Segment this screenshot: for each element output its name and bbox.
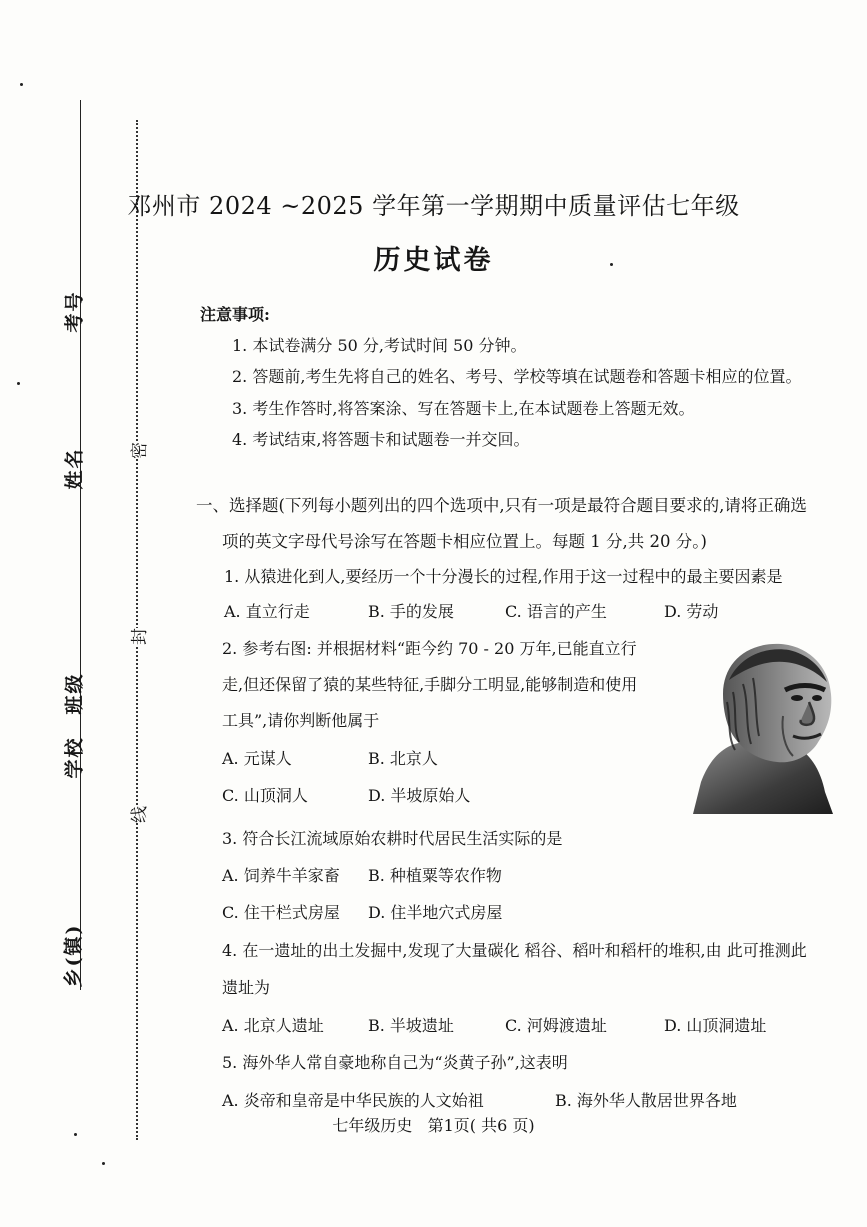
question-2-stem: 2. 参考右图: 并根据材料“距今约 70 - 20 万年,已能直立行 bbox=[222, 639, 637, 658]
q2-option-d: D. 半坡原始人 bbox=[368, 786, 471, 805]
scan-speck bbox=[17, 382, 20, 385]
q2-option-a: A. 元谋人 bbox=[222, 749, 292, 768]
q3-option-c: C. 住干栏式房屋 bbox=[222, 903, 340, 922]
notice-item: 4. 考试结束,将答题卡和试题卷一并交回。 bbox=[232, 430, 530, 449]
margin-label-township: 乡(镇) bbox=[62, 923, 85, 988]
question-5-stem: 5. 海外华人常自豪地称自己为“炎黄子孙”,这表明 bbox=[222, 1053, 568, 1072]
page-footer: 七年级历史 第1页( 共6 页) bbox=[332, 1116, 535, 1135]
question-2-stem: 工具”,请你判断他属于 bbox=[222, 711, 380, 730]
section-heading-cont: 项的英文字母代号涂写在答题卡相应位置上。每题 1 分,共 20 分。) bbox=[222, 532, 707, 551]
q5-option-a: A. 炎帝和皇帝是中华民族的人文始祖 bbox=[222, 1091, 484, 1110]
q1-option-a: A. 直立行走 bbox=[224, 602, 310, 621]
question-4-stem: 4. 在一遗址的出土发掘中,发现了大量碳化 稻谷、稻叶和稻杆的堆积,由 此可推测此 bbox=[222, 941, 807, 960]
q1-option-b: B. 手的发展 bbox=[368, 602, 454, 621]
seal-char-mi: 密 bbox=[125, 442, 150, 459]
q3-option-b: B. 种植粟等农作物 bbox=[368, 866, 502, 885]
margin-label-exam-number: 考号 bbox=[63, 290, 86, 333]
notice-heading: 注意事项: bbox=[200, 305, 270, 324]
q3-option-d: D. 住半地穴式房屋 bbox=[368, 903, 503, 922]
hominid-bust-image bbox=[693, 632, 845, 814]
exam-title: 邓州市 2024 ~2025 学年第一学期期中质量评估七年级 bbox=[127, 192, 740, 220]
q1-option-c: C. 语言的产生 bbox=[505, 602, 607, 621]
scan-speck bbox=[102, 1162, 105, 1165]
binding-margin-line bbox=[80, 100, 81, 990]
q5-option-b: B. 海外华人散居世界各地 bbox=[555, 1091, 737, 1110]
seal-char-feng: 封 bbox=[125, 628, 150, 645]
q1-option-d: D. 劳动 bbox=[664, 602, 719, 621]
notice-item: 2. 答题前,考生先将自己的姓名、考号、学校等填在试题卷和答题卡相应的位置。 bbox=[232, 367, 802, 386]
exam-subject-title: 历史试卷 bbox=[373, 245, 494, 276]
q3-option-a: A. 饲养牛羊家畜 bbox=[222, 866, 340, 885]
q4-option-d: D. 山顶洞遗址 bbox=[664, 1016, 767, 1035]
question-3-stem: 3. 符合长江流域原始农耕时代居民生活实际的是 bbox=[222, 829, 563, 848]
q2-option-c: C. 山顶洞人 bbox=[222, 786, 308, 805]
question-2-stem: 走,但还保留了猿的某些特征,手脚分工明显,能够制造和使用 bbox=[222, 675, 638, 694]
q2-option-b: B. 北京人 bbox=[368, 749, 438, 768]
q4-option-b: B. 半坡遗址 bbox=[368, 1016, 454, 1035]
section-heading: 一、选择题(下列每小题列出的四个选项中,只有一项是最符合题目要求的,请将正确选 bbox=[196, 496, 807, 515]
scan-speck bbox=[20, 83, 23, 86]
margin-label-name: 姓名 bbox=[63, 447, 86, 490]
notice-item: 1. 本试卷满分 50 分,考试时间 50 分钟。 bbox=[232, 336, 527, 355]
question-4-stem: 遗址为 bbox=[222, 978, 271, 997]
seal-char-xian: 线 bbox=[125, 806, 150, 823]
q4-option-c: C. 河姆渡遗址 bbox=[505, 1016, 607, 1035]
question-1-stem: 1. 从猿进化到人,要经历一个十分漫长的过程,作用于这一过程中的最主要因素是 bbox=[224, 567, 783, 586]
notice-item: 3. 考生作答时,将答案涂、写在答题卡上,在本试题卷上答题无效。 bbox=[232, 399, 695, 418]
q4-option-a: A. 北京人遗址 bbox=[222, 1016, 324, 1035]
margin-label-school: 学校 bbox=[63, 736, 86, 779]
margin-label-class: 班级 bbox=[63, 672, 86, 715]
